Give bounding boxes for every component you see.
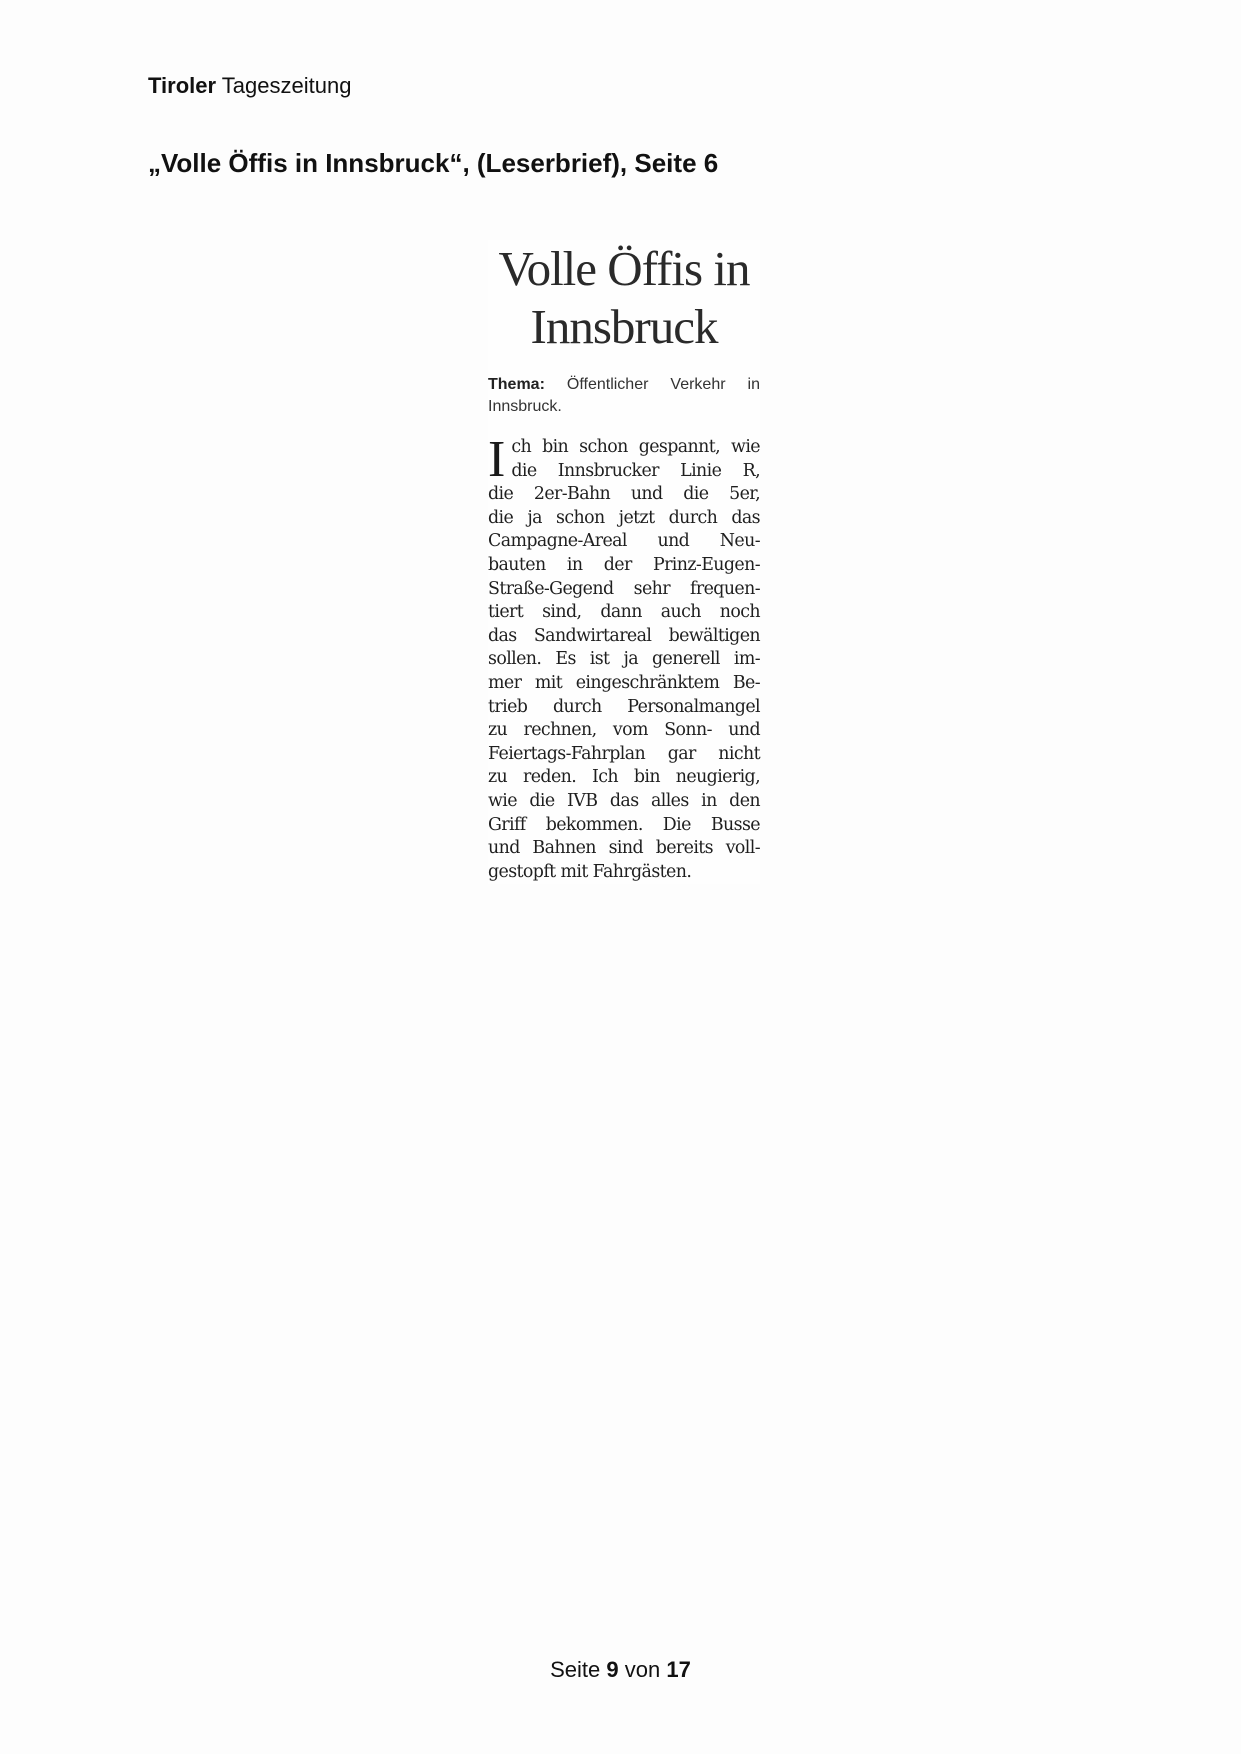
publication-name-regular: Tageszeitung [221, 73, 352, 98]
body-line: ch bin schon gespannt, wie [511, 437, 760, 457]
body-line: die ja schon jetzt durch das [488, 507, 760, 528]
body-line: die 2er-Bahn und die 5er, [488, 484, 760, 505]
body-line: zu reden. Ich bin neugierig, [488, 767, 760, 788]
body-line: trieb durch Personalmangel [488, 696, 760, 717]
page-prefix: Seite [550, 1657, 601, 1682]
body-line: das Sandwirtareal bewältigen [488, 625, 760, 646]
publication-name-bold: Tiroler [148, 73, 217, 98]
body-line: Griff bekommen. Die Busse [488, 814, 760, 835]
body-line: sollen. Es ist ja generell im- [488, 649, 760, 670]
theme-text: Öffentlicher Verkehr in Innsbruck. [488, 376, 760, 415]
article-theme [488, 374, 760, 418]
body-line: Campagne-Areal und Neu- [488, 531, 760, 552]
article-clipping [488, 240, 760, 884]
body-line: und Bahnen sind bereits voll- [488, 838, 760, 859]
body-line: tiert sind, dann auch noch [488, 602, 760, 623]
body-line: die Innsbrucker Linie R, [511, 460, 760, 481]
body-line: Feiertags-Fahrplan gar nicht [488, 743, 760, 764]
headline-line-1: Volle Öffis in [498, 241, 750, 296]
dropcap: I [488, 431, 506, 488]
body-line: bauten in der Prinz-Eugen- [488, 554, 760, 575]
document-title: „Volle Öffis in Innsbruck“, (Leserbrief), Seite 6 [148, 148, 719, 178]
body-line: mer mit eingeschränktem Be- [488, 672, 760, 693]
article-body [488, 431, 760, 884]
article-headline [488, 240, 760, 356]
publication-name [148, 72, 351, 100]
body-line: Straße-Gegend sehr frequen- [488, 578, 760, 599]
body-line: gestopft mit Fahrgästen. [488, 861, 692, 882]
theme-label: Thema: [488, 376, 545, 393]
page-separator: von [624, 1657, 661, 1682]
body-line: zu rechnen, vom Sonn- und [488, 720, 760, 741]
headline-line-2: Innsbruck [530, 299, 718, 354]
body-line: wie die IVB das alles in den [488, 790, 760, 811]
page-footer [0, 1656, 1241, 1684]
page-total: 17 [666, 1657, 691, 1682]
page-current: 9 [606, 1657, 619, 1682]
